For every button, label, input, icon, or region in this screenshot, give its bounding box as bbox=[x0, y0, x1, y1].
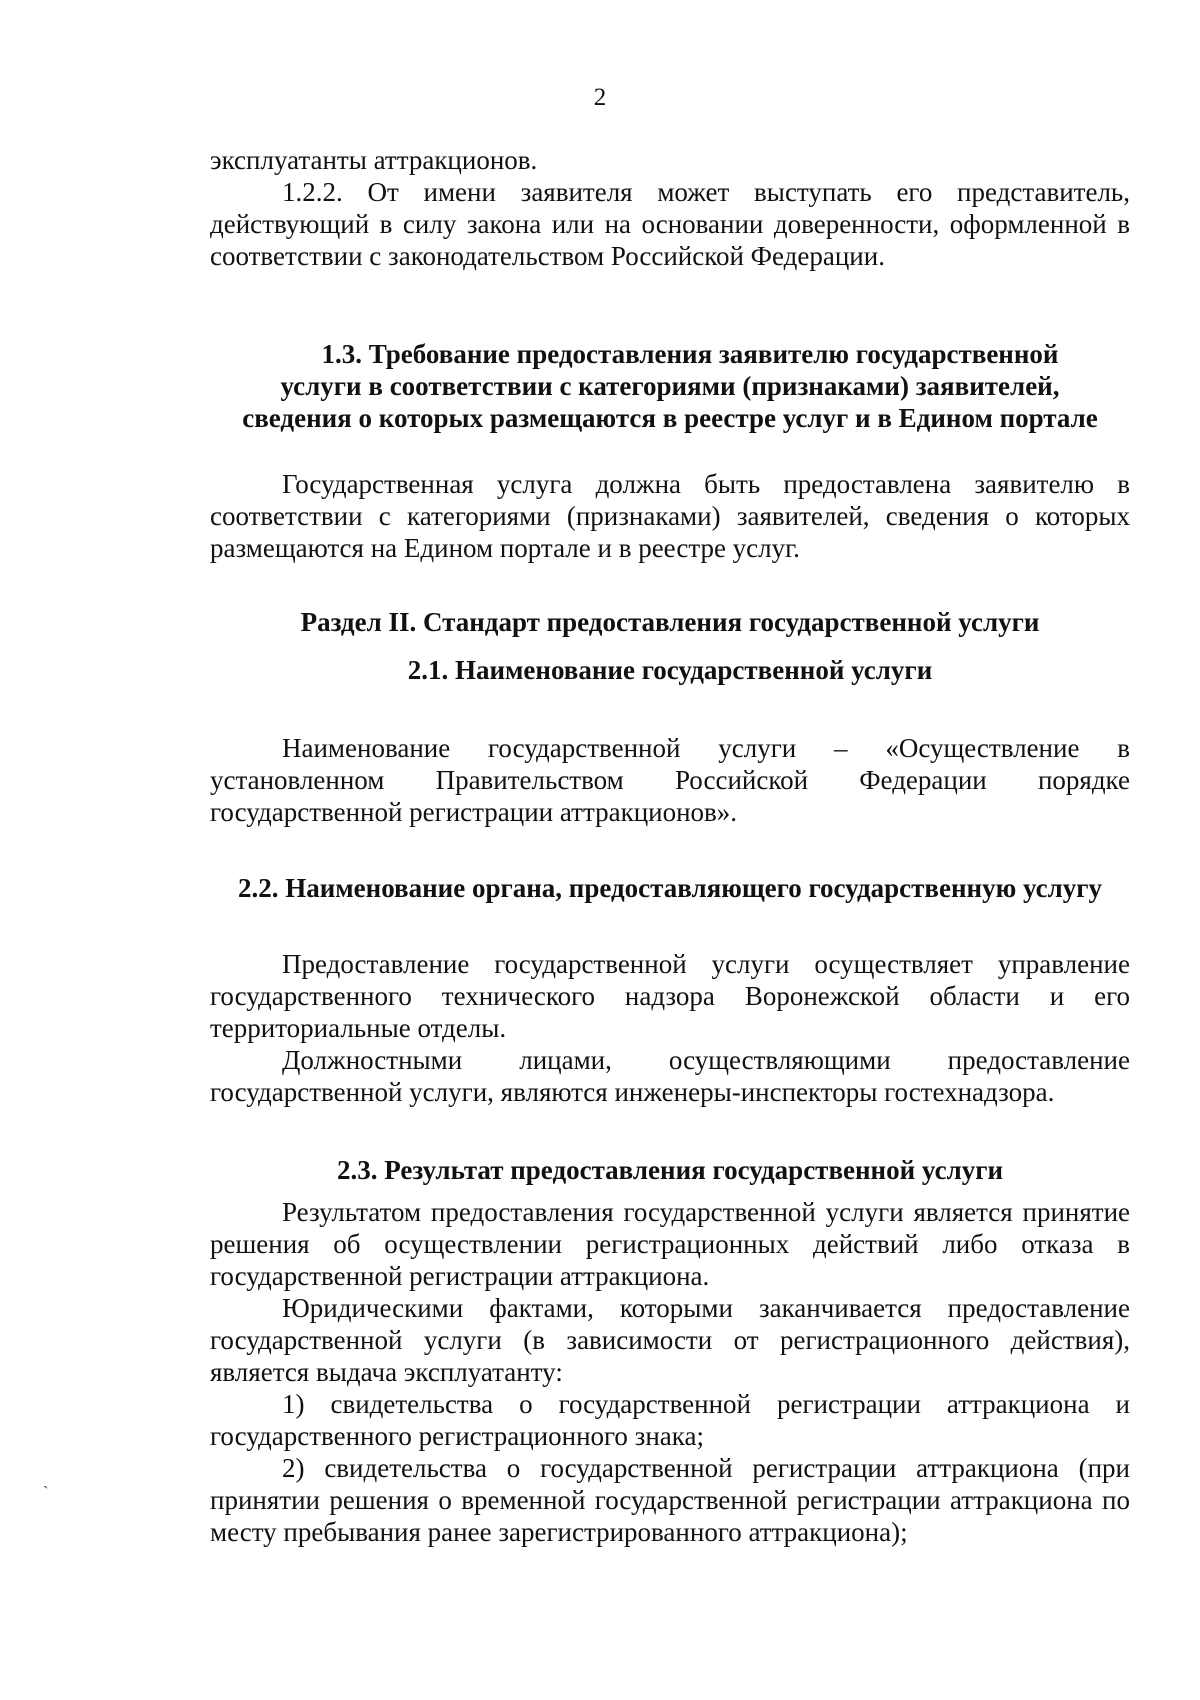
heading-line: услуги в соответствии с категориями (признаками) заявителей, bbox=[280, 371, 1060, 401]
section-2-3-list-item: 1) свидетельства о государственной регистрации аттракциона и государственного регистрационного знака; bbox=[210, 1389, 1130, 1451]
document-body bbox=[210, 144, 1130, 1548]
paragraph-continuation: эксплуатанты аттракционов. bbox=[210, 145, 538, 175]
section-2-3-paragraph: Результатом предоставления государственной услуги является принятие решения об осуществлении регистрационных действий либо отказа в государственной регистрации аттракциона. bbox=[210, 1197, 1130, 1291]
scan-edge-mark: ˎ bbox=[43, 1472, 49, 1489]
section-2-1-heading: 2.1. Наименование государственной услуги bbox=[407, 655, 933, 685]
section-2-2-paragraph: Должностными лицами, осуществляющими предоставление государственной услуги, являются инженеры-инспекторы гостехнадзора. bbox=[210, 1045, 1130, 1107]
section-2-1-text: Наименование государственной услуги – «Осуществление в установленном Правительством Российской Федерации порядке государственной регистрации аттракционов». bbox=[210, 733, 1130, 827]
section-2-2-paragraph: Предоставление государственной услуги осуществляет управление государственного технического надзора Воронежской области и его территориальные отделы. bbox=[210, 949, 1130, 1043]
section-2-3-list-item: 2) свидетельства о государственной регистрации аттракциона (при принятии решения о временной государственной регистрации аттракциона по месту пребывания ранее зарегистрированного аттракциона); bbox=[210, 1453, 1130, 1547]
razdel-2-heading: Раздел II. Стандарт предоставления государственной услуги bbox=[300, 607, 1040, 637]
section-2-3-heading: 2.3. Результат предоставления государственной услуги bbox=[336, 1155, 1004, 1185]
section-2-3-paragraph: Юридическими фактами, которыми заканчивается предоставление государственной услуги (в зависимости от регистрационного действия), является выдача эксплуатанту: bbox=[210, 1293, 1130, 1387]
page-number: 2 bbox=[593, 84, 607, 111]
section-2-2-heading: 2.2. Наименование органа, предоставляющего государственную услугу bbox=[237, 873, 1103, 903]
heading-line: сведения о которых размещаются в реестре услуг и в Едином портале bbox=[242, 403, 1098, 433]
heading-line: 1.3. Требование предоставления заявителю государственной bbox=[321, 339, 1059, 369]
section-1-3-heading bbox=[210, 338, 1130, 434]
section-1-3-text: Государственная услуга должна быть предоставлена заявителю в соответствии с категориями (признаками) заявителей, сведения о которых размещаются на Едином портале и в реестре услуг. bbox=[210, 469, 1130, 563]
paragraph-1-2-2: 1.2.2. От имени заявителя может выступать его представитель, действующий в силу закона или на основании доверенности, оформленной в соответствии с законодательством Российской Федерации. bbox=[210, 177, 1130, 271]
